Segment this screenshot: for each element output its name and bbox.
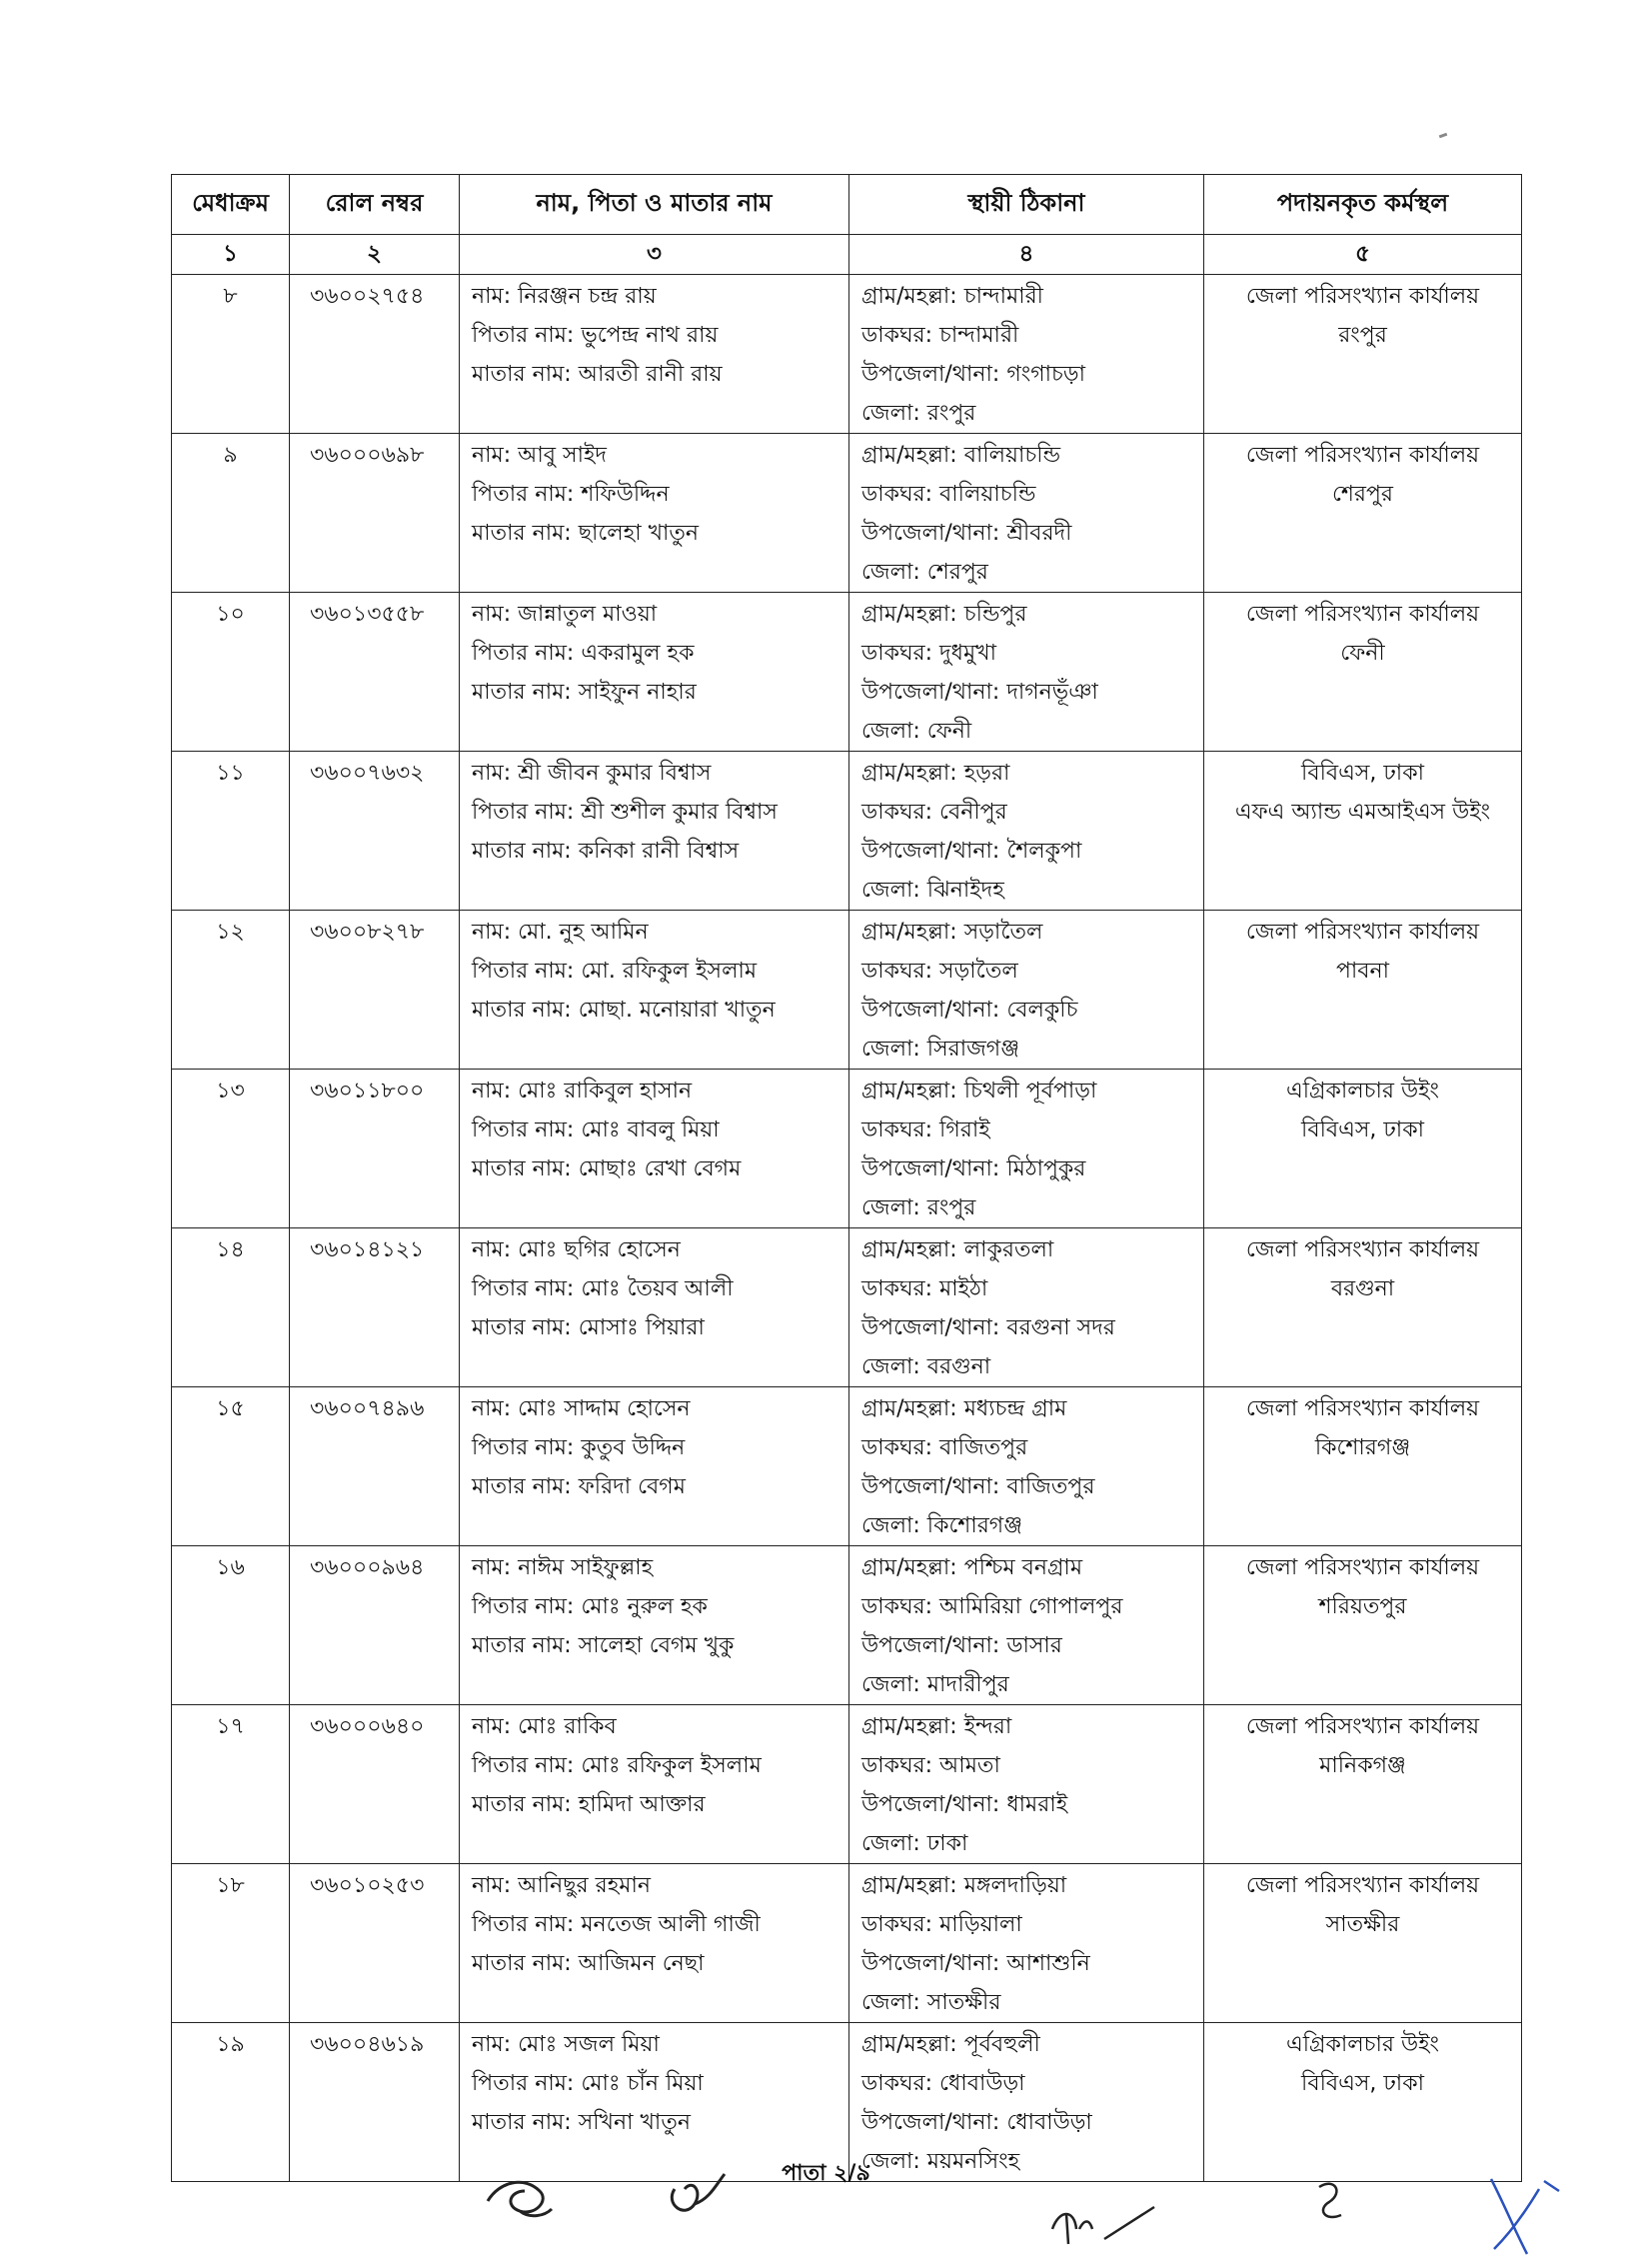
address-cell	[849, 1228, 1204, 1387]
address-line: জেলা: রংপুর	[861, 1195, 976, 1220]
office-line: কিশোরগঞ্জ	[1314, 1435, 1411, 1460]
name-line: মাতার নাম: কনিকা রানী বিশ্বাস	[472, 839, 740, 864]
office-line: জেলা পরিসংখ্যান কার্যালয়	[1245, 284, 1480, 309]
names-cell	[460, 752, 849, 911]
address-cell	[849, 1864, 1204, 2023]
name-line: নাম: মোঃ সজল মিয়া	[472, 2032, 660, 2057]
address-line: উপজেলা/থানা: ডাসার	[861, 1633, 1062, 1658]
name-line: পিতার নাম: মনতেজ আলী গাজী	[472, 1912, 761, 1937]
address-line: গ্রাম/মহল্লা: চন্ডিপুর	[861, 602, 1027, 627]
table-row	[172, 1070, 1522, 1228]
merit-serial-cell	[172, 275, 290, 434]
name-line: নাম: নাঈম সাইফুল্লাহ	[472, 1555, 654, 1580]
address-line: জেলা: রংপুর	[861, 401, 976, 426]
column-number: ২	[290, 235, 460, 275]
address-cell	[849, 911, 1204, 1070]
roll-number: ৩৬০০০৬৯৮	[310, 443, 425, 468]
name-line: পিতার নাম: মোঃ চাঁন মিয়া	[472, 2071, 704, 2096]
name-line: পিতার নাম: মোঃ বাবলু মিয়া	[472, 1118, 720, 1142]
address-line: ডাকঘর: মাড়িয়ালা	[861, 1912, 1022, 1937]
table-row	[172, 1546, 1522, 1705]
names-cell	[460, 1070, 849, 1228]
address-line: উপজেলা/থানা: শ্রীবরদী	[861, 521, 1072, 546]
column-number: ৪	[849, 235, 1204, 275]
address-line: গ্রাম/মহল্লা: সড়াতৈল	[861, 920, 1043, 945]
name-line: মাতার নাম: হামিদা আক্তার	[472, 1792, 706, 1817]
address-line: ডাকঘর: চান্দামারী	[861, 323, 1019, 348]
name-line: মাতার নাম: মোসাঃ পিয়ারা	[472, 1315, 705, 1340]
roll-number: ৩৬০১০২৫৩	[310, 1873, 425, 1898]
address-cell	[849, 1546, 1204, 1705]
office-cell	[1204, 1387, 1522, 1546]
office-line: শরিয়তপুর	[1318, 1594, 1407, 1619]
merit-serial: ১৫	[216, 1396, 245, 1421]
merit-serial-cell	[172, 1228, 290, 1387]
office-cell	[1204, 593, 1522, 752]
merit-serial: ১০	[216, 602, 245, 627]
signature-2	[655, 2159, 735, 2229]
roll-number-cell	[290, 1387, 460, 1546]
name-line: মাতার নাম: সখিনা খাতুন	[472, 2110, 691, 2135]
office-line: জেলা পরিসংখ্যান কার্যালয়	[1245, 443, 1480, 468]
address-cell	[849, 1070, 1204, 1228]
address-line: জেলা: শেরপুর	[861, 560, 988, 585]
roll-number-cell	[290, 275, 460, 434]
address-line: গ্রাম/মহল্লা: বালিয়াচন্ডি	[861, 443, 1061, 468]
roll-number-cell	[290, 911, 460, 1070]
table-header-row	[172, 175, 1522, 235]
office-cell	[1204, 1546, 1522, 1705]
roll-number: ৩৬০১৪১২১	[310, 1237, 425, 1262]
merit-serial-cell	[172, 434, 290, 593]
address-cell	[849, 752, 1204, 911]
office-line: রংপুর	[1338, 323, 1387, 348]
table-row	[172, 911, 1522, 1070]
names-cell	[460, 1705, 849, 1864]
address-line: উপজেলা/থানা: মিঠাপুকুর	[861, 1156, 1086, 1181]
names-cell	[460, 911, 849, 1070]
name-line: পিতার নাম: মোঃ নুরুল হক	[472, 1594, 708, 1619]
address-line: উপজেলা/থানা: দাগনভূঁঞা	[861, 680, 1098, 705]
address-line: ডাকঘর: বেনীপুর	[861, 800, 1007, 825]
address-line: ডাকঘর: দুধমুখা	[861, 641, 996, 666]
office-cell	[1204, 911, 1522, 1070]
office-line: বিবিএস, ঢাকা	[1301, 1118, 1424, 1142]
roll-number: ৩৬০১১৮০০	[310, 1079, 425, 1104]
merit-serial-cell	[172, 1546, 290, 1705]
name-line: পিতার নাম: মোঃ তৈয়ব আলী	[472, 1276, 734, 1301]
office-line: জেলা পরিসংখ্যান কার্যালয়	[1245, 1237, 1480, 1262]
name-line: নাম: আনিছুর রহমান	[472, 1873, 652, 1898]
office-cell	[1204, 1228, 1522, 1387]
name-line: পিতার নাম: মোঃ রফিকুল ইসলাম	[472, 1753, 762, 1778]
roll-number: ৩৬০০৪৬১৯	[310, 2032, 425, 2057]
address-cell	[849, 275, 1204, 434]
office-cell	[1204, 434, 1522, 593]
name-line: মাতার নাম: আজিমন নেছা	[472, 1951, 705, 1976]
table-row	[172, 752, 1522, 911]
office-line: শেরপুর	[1331, 482, 1394, 507]
address-line: গ্রাম/মহল্লা: চান্দামারী	[861, 284, 1043, 309]
name-line: নাম: মোঃ রাকিব	[472, 1714, 617, 1739]
address-line: জেলা: ফেনী	[861, 719, 972, 744]
table-row	[172, 1705, 1522, 1864]
office-cell	[1204, 1070, 1522, 1228]
name-line: নাম: আবু সাইদ	[472, 443, 607, 468]
office-line: জেলা পরিসংখ্যান কার্যালয়	[1245, 1873, 1480, 1898]
roll-number-cell	[290, 1228, 460, 1387]
column-number: ৩	[460, 235, 849, 275]
roll-number-cell	[290, 752, 460, 911]
office-line: পাবনা	[1335, 959, 1390, 984]
office-line: ফেনী	[1340, 641, 1385, 666]
merit-serial-cell	[172, 1387, 290, 1546]
merit-serial: ৯	[223, 443, 238, 468]
column-number: ৫	[1204, 235, 1522, 275]
address-line: গ্রাম/মহল্লা: চিথলী পূর্বপাড়া	[861, 1079, 1097, 1104]
address-line: ডাকঘর: আমিরিয়া গোপালপুর	[861, 1594, 1123, 1619]
office-line: এফএ অ্যান্ড এমআইএস উইং	[1234, 800, 1491, 825]
roll-number: ৩৬০০৮২৭৮	[310, 920, 425, 945]
names-cell	[460, 593, 849, 752]
address-line: জেলা: ঝিনাইদহ	[861, 878, 1004, 903]
address-cell	[849, 1387, 1204, 1546]
address-line: গ্রাম/মহল্লা: মধ্যচন্দ্র গ্রাম	[861, 1396, 1067, 1421]
column-number: ১	[172, 235, 290, 275]
address-line: উপজেলা/থানা: ধামরাই	[861, 1792, 1068, 1817]
address-line: ডাকঘর: মাইঠা	[861, 1276, 988, 1301]
roll-number: ৩৬০০৭৪৯৬	[310, 1396, 425, 1421]
merit-serial-cell	[172, 593, 290, 752]
merit-serial-cell	[172, 1070, 290, 1228]
address-line: উপজেলা/থানা: আশাশুনি	[861, 1951, 1090, 1976]
office-line: জেলা পরিসংখ্যান কার্যালয়	[1245, 1396, 1480, 1421]
address-line: জেলা: বরগুনা	[861, 1354, 991, 1379]
address-line: জেলা: ঢাকা	[861, 1831, 968, 1856]
name-line: পিতার নাম: ভুপেন্দ্র নাথ রায়	[472, 323, 719, 348]
names-cell	[460, 275, 849, 434]
name-line: নাম: মোঃ ছগির হোসেন	[472, 1237, 681, 1262]
name-line: নাম: নিরঞ্জন চন্দ্র রায়	[472, 284, 657, 309]
address-cell	[849, 593, 1204, 752]
table-row	[172, 1387, 1522, 1546]
merit-serial: ১১	[216, 761, 245, 786]
office-cell	[1204, 1705, 1522, 1864]
names-cell	[460, 1864, 849, 2023]
merit-serial-cell	[172, 911, 290, 1070]
address-cell	[849, 434, 1204, 593]
address-line: গ্রাম/মহল্লা: মঙ্গলদাড়িয়া	[861, 1873, 1067, 1898]
roll-number: ৩৬০০২৭৫৪	[310, 284, 425, 309]
office-line: জেলা পরিসংখ্যান কার্যালয়	[1245, 602, 1480, 627]
roll-number: ৩৬০০৭৬৩২	[310, 761, 425, 786]
office-line: বিবিএস, ঢাকা	[1301, 2071, 1424, 2096]
name-line: মাতার নাম: সাইফুন নাহার	[472, 680, 697, 705]
address-line: উপজেলা/থানা: শৈলকুপা	[861, 839, 1082, 864]
address-line: গ্রাম/মহল্লা: লাকুরতলা	[861, 1237, 1054, 1262]
table-row	[172, 434, 1522, 593]
office-cell	[1204, 275, 1522, 434]
address-line: উপজেলা/থানা: বরগুনা সদর	[861, 1315, 1115, 1340]
roll-number: ৩৬০১৩৫৫৮	[310, 602, 425, 627]
office-line: জেলা পরিসংখ্যান কার্যালয়	[1245, 1555, 1480, 1580]
office-cell	[1204, 1864, 1522, 2023]
page-number: পাতা ২/৯	[782, 2161, 870, 2186]
column-number-row	[172, 235, 1522, 275]
roll-number-cell	[290, 1070, 460, 1228]
address-line: জেলা: ময়মনসিংহ	[861, 2149, 1020, 2174]
header-permanent-address: স্থায়ী ঠিকানা	[849, 175, 1204, 235]
names-cell	[460, 434, 849, 593]
table-row	[172, 1864, 1522, 2023]
office-line: বিবিএস, ঢাকা	[1301, 761, 1424, 786]
header-posted-office: পদায়নকৃত কর্মস্থল	[1204, 175, 1522, 235]
roll-number-cell	[290, 434, 460, 593]
name-line: মাতার নাম: আরতী রানী রায়	[472, 362, 723, 387]
address-line: জেলা: সাতক্ষীর	[861, 1990, 1001, 2015]
signature-1	[480, 2161, 560, 2231]
merit-serial-cell	[172, 1864, 290, 2023]
address-line: জেলা: মাদারীপুর	[861, 1672, 1009, 1697]
address-line: ডাকঘর: আমতা	[861, 1753, 1000, 1778]
name-line: নাম: মো. নুহ আমিন	[472, 920, 649, 945]
office-line: এগ্রিকালচার উইং	[1285, 2032, 1440, 2057]
office-line: এগ্রিকালচার উইং	[1285, 1079, 1440, 1104]
office-line: মানিকগঞ্জ	[1319, 1753, 1406, 1778]
address-line: জেলা: সিরাজগঞ্জ	[861, 1037, 1019, 1062]
name-line: নাম: মোঃ রাকিবুল হাসান	[472, 1079, 693, 1104]
name-line: পিতার নাম: শ্রী শুশীল কুমার বিশ্বাস	[472, 800, 778, 825]
name-line: মাতার নাম: ছালেহা খাতুন	[472, 521, 700, 546]
name-line: মাতার নাম: সালেহা বেগম খুকু	[472, 1633, 735, 1658]
roll-number: ৩৬০০০৬৪০	[310, 1714, 425, 1739]
name-line: পিতার নাম: মো. রফিকুল ইসলাম	[472, 959, 758, 984]
name-line: মাতার নাম: মোছা. মনোয়ারা খাতুন	[472, 998, 776, 1023]
office-cell	[1204, 752, 1522, 911]
roll-number-cell	[290, 1546, 460, 1705]
signature-3	[1044, 2189, 1164, 2249]
name-line: মাতার নাম: ফরিদা বেগম	[472, 1474, 686, 1499]
office-line: জেলা পরিসংখ্যান কার্যালয়	[1245, 920, 1480, 945]
address-line: ডাকঘর: সড়াতৈল	[861, 959, 1018, 984]
address-line: ডাকঘর: বালিয়াচন্ডি	[861, 482, 1036, 507]
merit-serial: ১৪	[216, 1237, 245, 1262]
address-cell	[849, 1705, 1204, 1864]
roll-number-cell	[290, 593, 460, 752]
address-line: জেলা: কিশোরগঞ্জ	[861, 1513, 1023, 1538]
merit-serial: ১২	[216, 920, 245, 945]
table-row	[172, 593, 1522, 752]
name-line: নাম: শ্রী জীবন কুমার বিশ্বাস	[472, 761, 712, 786]
address-line: উপজেলা/থানা: গংগাচড়া	[861, 362, 1085, 387]
signature-5	[1479, 2169, 1569, 2258]
name-line: পিতার নাম: কুতুব উদ্দিন	[472, 1435, 686, 1460]
merit-serial-cell	[172, 1705, 290, 1864]
office-line: সাতক্ষীর	[1325, 1912, 1400, 1937]
roll-number-cell	[290, 1705, 460, 1864]
address-line: গ্রাম/মহল্লা: পশ্চিম বনগ্রাম	[861, 1555, 1083, 1580]
scan-speck	[1439, 133, 1448, 139]
header-merit-serial: মেধাক্রম	[172, 175, 290, 235]
address-line: ডাকঘর: গিরাই	[861, 1118, 990, 1142]
merit-serial-cell	[172, 752, 290, 911]
address-line: গ্রাম/মহল্লা: ইন্দরা	[861, 1714, 1012, 1739]
merit-list-table	[171, 174, 1522, 2182]
office-line: জেলা পরিসংখ্যান কার্যালয়	[1245, 1714, 1480, 1739]
merit-serial: ৮	[223, 284, 238, 309]
name-line: নাম: জান্নাতুল মাওয়া	[472, 602, 658, 627]
address-line: উপজেলা/থানা: বাজিতপুর	[861, 1474, 1095, 1499]
roll-number-cell	[290, 1864, 460, 2023]
address-line: উপজেলা/থানা: ধোবাউড়া	[861, 2110, 1092, 2135]
address-line: গ্রাম/মহল্লা: পূর্ববহুলী	[861, 2032, 1040, 2057]
name-line: নাম: মোঃ সাদ্দাম হোসেন	[472, 1396, 691, 1421]
names-cell	[460, 1546, 849, 1705]
merit-serial: ১৩	[216, 1079, 245, 1104]
signature-4	[1299, 2167, 1359, 2227]
merit-serial: ১৭	[216, 1714, 245, 1739]
address-line: ডাকঘর: বাজিতপুর	[861, 1435, 1028, 1460]
merit-serial: ১৬	[216, 1555, 245, 1580]
names-cell	[460, 1387, 849, 1546]
table-row	[172, 1228, 1522, 1387]
names-cell	[460, 1228, 849, 1387]
merit-serial: ১৯	[216, 2032, 245, 2057]
roll-number: ৩৬০০০৯৬৪	[310, 1555, 425, 1580]
address-line: উপজেলা/থানা: বেলকুচি	[861, 998, 1078, 1023]
name-line: পিতার নাম: শফিউদ্দিন	[472, 482, 670, 507]
header-names: নাম, পিতা ও মাতার নাম	[460, 175, 849, 235]
office-line: বরগুনা	[1330, 1276, 1395, 1301]
name-line: মাতার নাম: মোছাঃ রেখা বেগম	[472, 1156, 742, 1181]
merit-serial: ১৮	[216, 1873, 245, 1898]
header-roll-number: রোল নম্বর	[290, 175, 460, 235]
name-line: পিতার নাম: একরামুল হক	[472, 641, 695, 666]
address-line: গ্রাম/মহল্লা: হড়রা	[861, 761, 1010, 786]
address-line: ডাকঘর: ধোবাউড়া	[861, 2071, 1025, 2096]
table-row	[172, 275, 1522, 434]
